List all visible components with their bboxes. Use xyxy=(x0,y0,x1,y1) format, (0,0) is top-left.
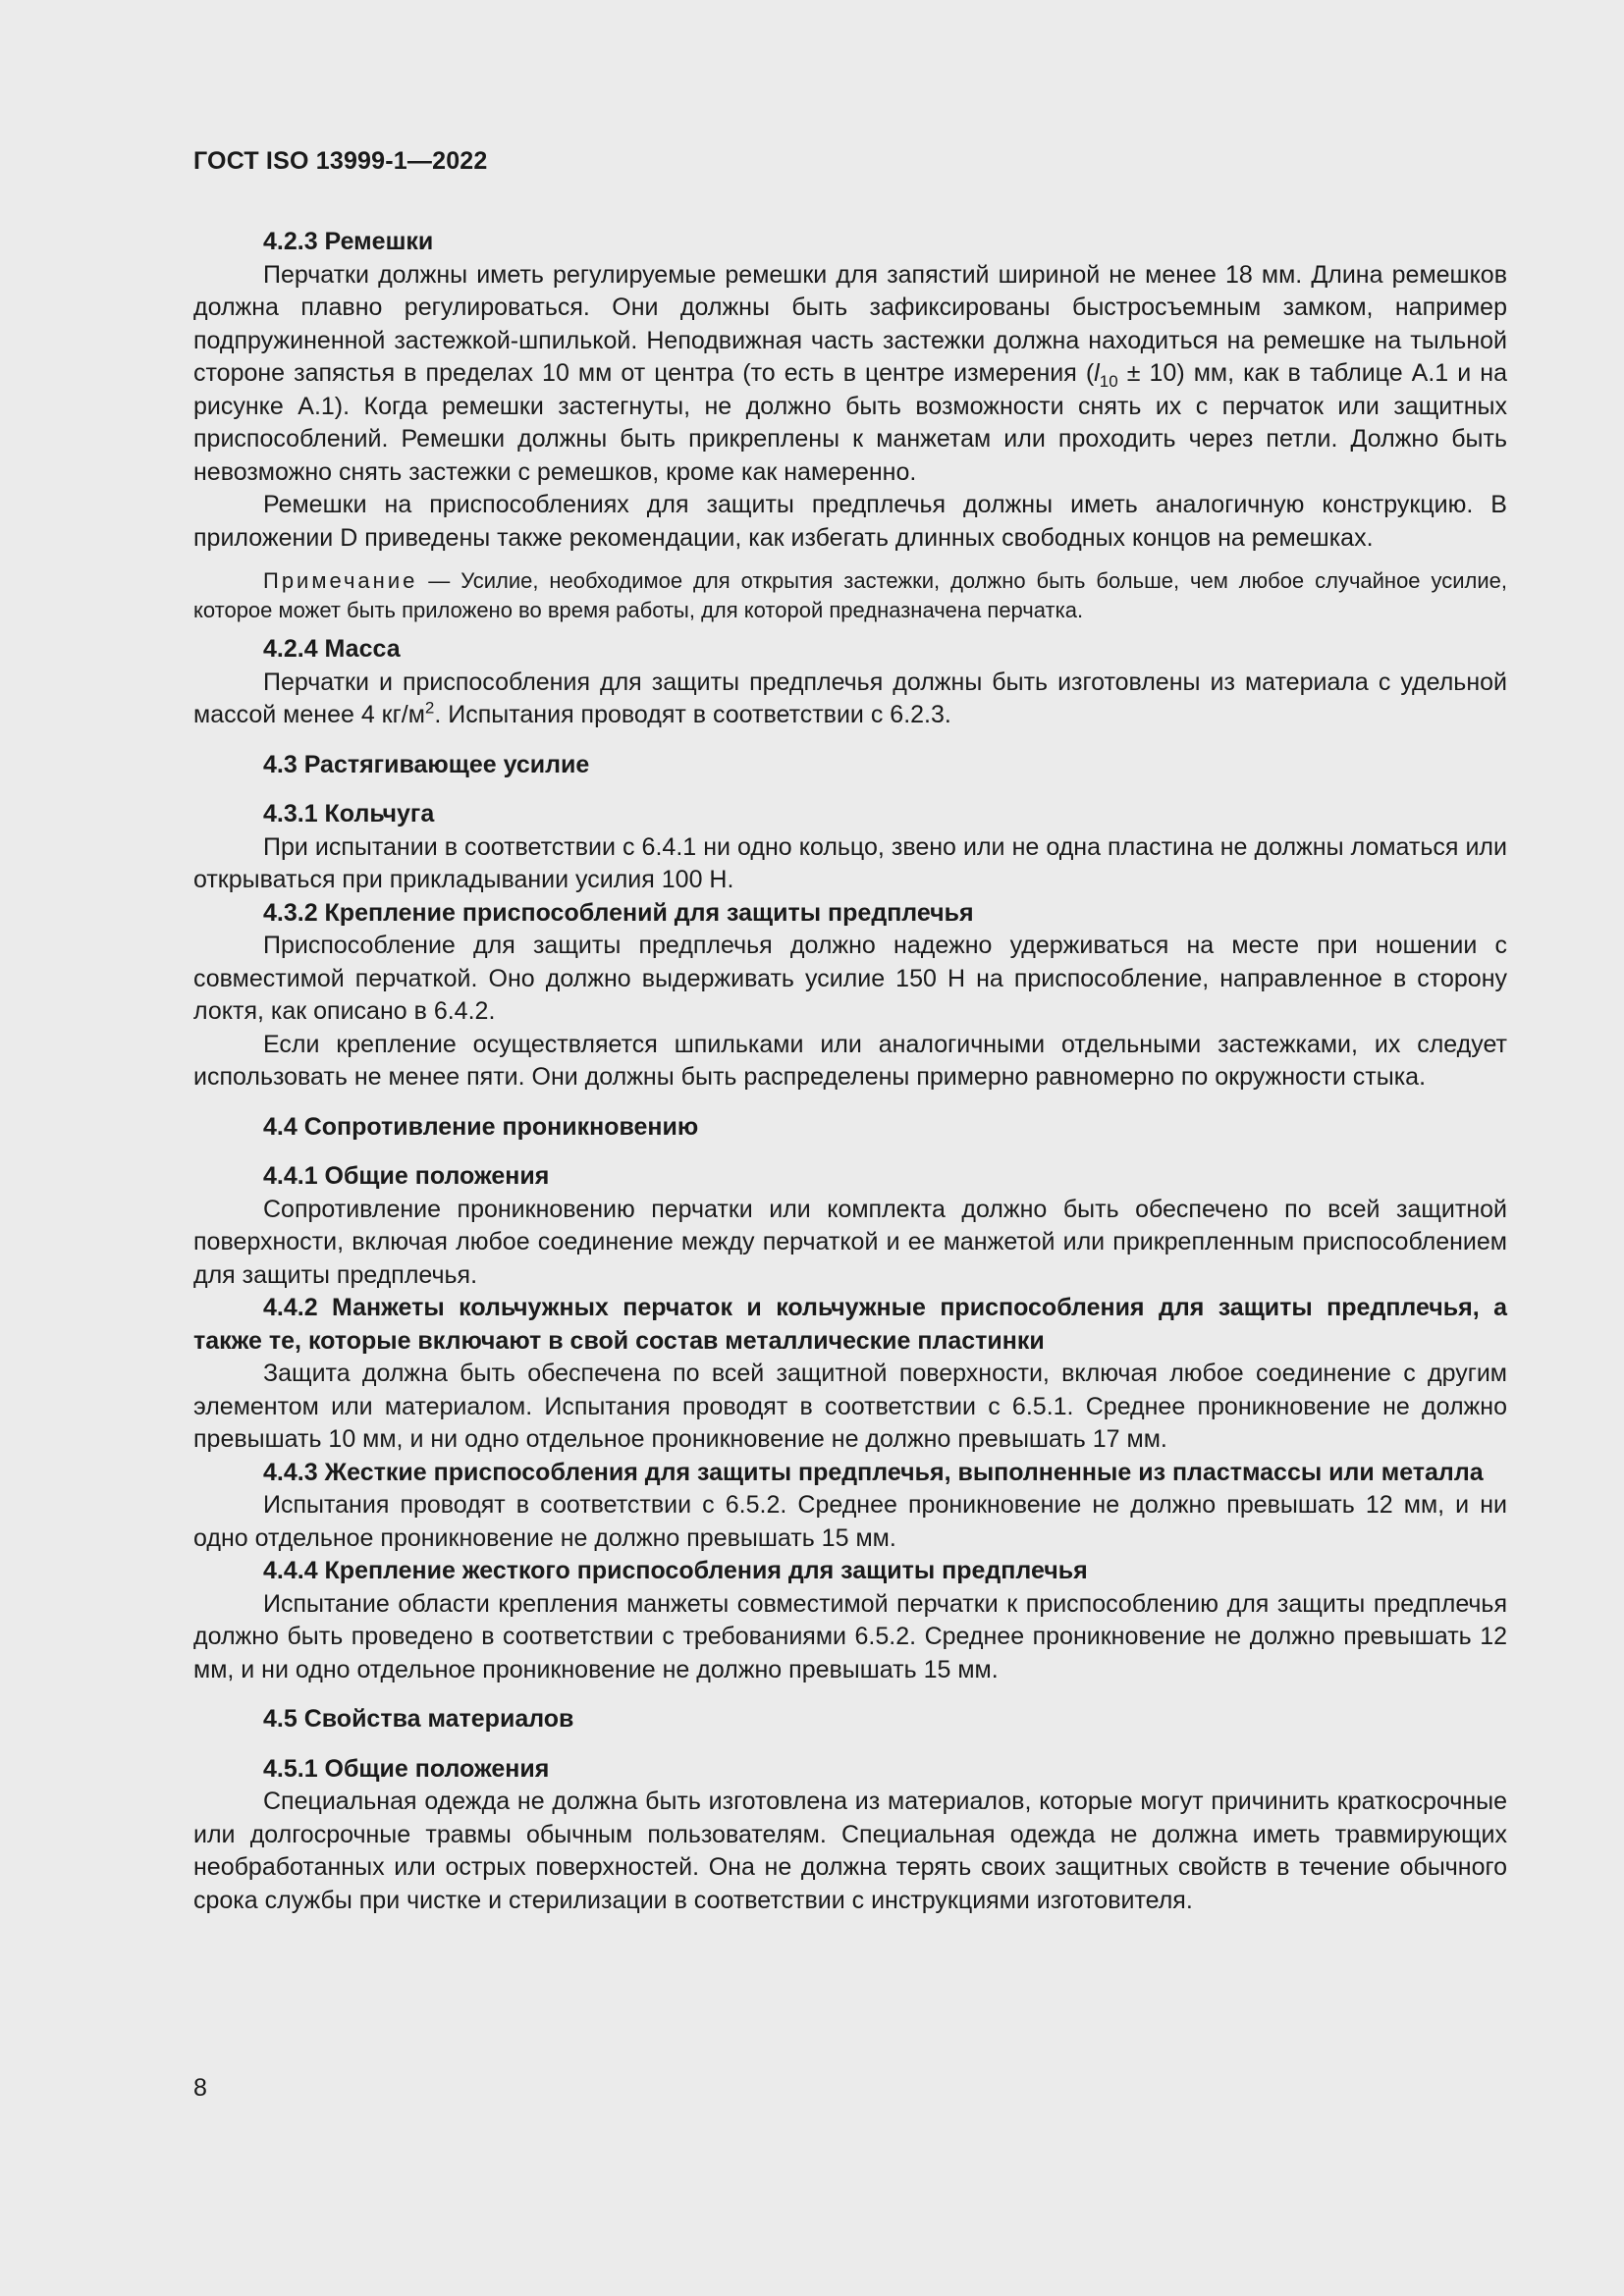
section-4-2-3-paragraph-1 xyxy=(193,259,1507,490)
section-4-2-4-title: 4.2.4 Масса xyxy=(263,635,401,663)
section-4-4-4-paragraph-1: Испытание области крепления манжеты совместимой перчатки к приспособлению для защиты предплечья должно быть проведено в соответствии с требованиями 6.5.2. Среднее проникновение не должно превышать 12 мм, и ни одно отдельное проникновение не должно превышать 15 мм. xyxy=(193,1589,1507,1683)
section-4-3-1-paragraph-1: При испытании в соответствии с 6.4.1 ни одно кольцо, звено или не одна пластина не должны ломаться или открываться при прикладывании усилия 100 Н. xyxy=(193,832,1507,893)
text-run: . Испытания проводят в соответствии с 6.2.3. xyxy=(434,701,951,728)
section-4-4-1-paragraph-1: Сопротивление проникновению перчатки или комплекта должно быть обеспечено по всей защитной поверхности, включая любое соединение между перчаткой и ее манжетой или прикрепленным приспособлением для защиты предплечья. xyxy=(193,1195,1507,1289)
document-body xyxy=(193,226,1507,1917)
note-text: — Усилие, необходимое для открытия застежки, должно быть больше, чем любое случайное усилие, которое может быть приложено во время работы, для которой предназначена перчатка. xyxy=(193,568,1507,622)
text-run: Перчатки и приспособления для защиты предплечья должны быть изготовлены из материала с удельной массой менее 4 кг/м xyxy=(193,667,1507,728)
section-4-4-3-title: 4.4.3 Жесткие приспособления для защиты предплечья, выполненные из пластмассы или металла xyxy=(263,1458,1484,1486)
section-4-5-title: 4.5 Свойства материалов xyxy=(263,1705,574,1733)
section-4-4-4-title: 4.4.4 Крепление жесткого приспособления для защиты предплечья xyxy=(263,1557,1088,1584)
section-4-5-1-title: 4.5.1 Общие положения xyxy=(263,1754,550,1783)
section-4-3-2-paragraph-1: Приспособление для защиты предплечья должно надежно удерживаться на месте при ношении с совместимой перчаткой. Оно должно выдерживать усилие 150 Н на приспособление, направленное в сторону локтя, как описано в 6.4.2. xyxy=(193,932,1507,1025)
section-4-4-2-title: 4.4.2 Манжеты кольчужных перчаток и кольчужные приспособления для защиты предплечья, а также те, которые включают в свой состав металлические пластинки xyxy=(193,1294,1507,1355)
section-4-5-1-paragraph-1: Специальная одежда не должна быть изготовлена из материалов, которые могут причинить краткосрочные или долгосрочные травмы обычным пользователям. Специальная одежда не должна иметь травмирующих необработанных или острых поверхностей. Она не должна терять своих защитных свойств в течение обычного срока службы при чистке и стерилизации в соответствии с инструкциями изготовителя. xyxy=(193,1788,1507,1914)
section-4-2-3-paragraph-2: Ремешки на приспособлениях для защиты предплечья должны иметь аналогичную конструкцию. В приложении D приведены также рекомендации, как избегать длинных свободных концов на ремешках. xyxy=(193,491,1507,552)
section-4-2-4-paragraph-1 xyxy=(193,667,1507,732)
text-run: ± 10) мм, как в таблице А.1 и на рисунке А.1). Когда ремешки застегнуты, не должно быть возможности снять их с перчаток или защитных приспособлений. Ремешки должны быть прикреплены к манжетам или проходить через петли. Должно быть невозможно снять застежки с ремешков, кроме как намеренно. xyxy=(193,359,1508,486)
note-label: Примечание xyxy=(263,568,418,593)
section-4-2-3-note xyxy=(193,566,1507,625)
superscript: 2 xyxy=(424,698,435,718)
page-number: 8 xyxy=(193,2074,207,2102)
subscript: 10 xyxy=(1099,372,1118,391)
section-4-4-3-paragraph-1: Испытания проводят в соответствии с 6.5.2. Среднее проникновение не должно превышать 12 мм, и ни одно отдельное проникновение не должно превышать 15 мм. xyxy=(193,1491,1507,1552)
section-4-4-2-paragraph-1: Защита должна быть обеспечена по всей защитной поверхности, включая любое соединение с другим элементом или материалом. Испытания проводят в соответствии с 6.5.1. Среднее проникновение не должно превышать 10 мм, и ни одно отдельное проникновение не должно превышать 17 мм. xyxy=(193,1360,1507,1453)
section-4-3-2-paragraph-2: Если крепление осуществляется шпильками или аналогичными отдельными застежками, их следует использовать не менее пяти. Они должны быть распределены примерно равномерно по окружности стыка. xyxy=(193,1030,1507,1091)
section-4-4-1-title: 4.4.1 Общие положения xyxy=(263,1162,550,1190)
section-4-3-title: 4.3 Растягивающее усилие xyxy=(263,750,590,778)
document-header: ГОСТ ISO 13999-1—2022 xyxy=(193,147,488,175)
variable-l: l xyxy=(1094,359,1100,387)
section-4-2-3-title: 4.2.3 Ремешки xyxy=(263,228,434,255)
section-4-3-2-title: 4.3.2 Крепление приспособлений для защиты предплечья xyxy=(263,898,974,927)
section-4-3-1-title: 4.3.1 Кольчуга xyxy=(263,800,435,828)
section-4-4-title: 4.4 Сопротивление проникновению xyxy=(263,1112,699,1141)
text-run: Перчатки должны иметь регулируемые ремешки для запястий шириной не менее 18 мм. Длина ремешков должна плавно регулироваться. Они должны быть зафиксированы быстросъемным замком, например подпружиненной застежкой-шпилькой. Неподвижная часть застежки должна находиться на ремешке на тыльной стороне запястья в пределах 10 мм от центра (то есть в центре измерения ( xyxy=(193,260,1507,387)
